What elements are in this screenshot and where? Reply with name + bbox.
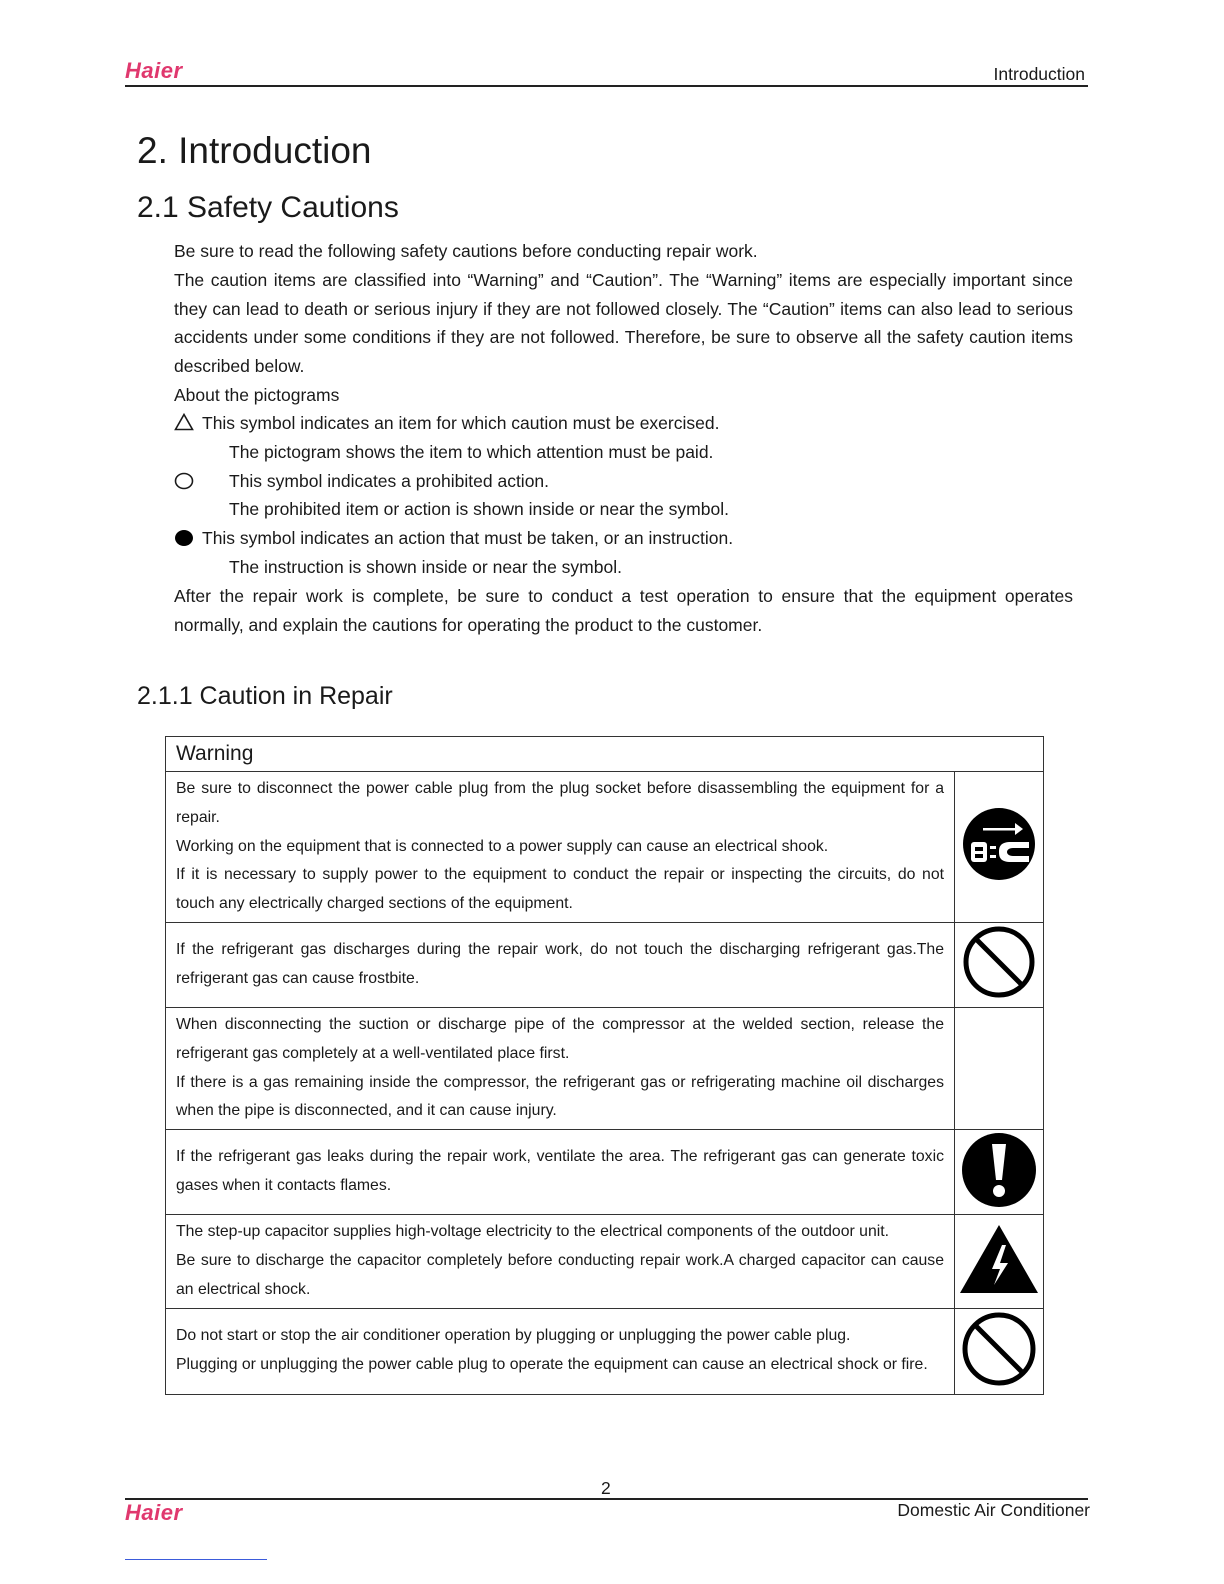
triangle-legend-text: This symbol indicates an item for which caution must be exercised.: [202, 413, 720, 433]
warning-row-icon-cell: [955, 1215, 1044, 1308]
warning-text: If it is necessary to supply power to the equipment to conduct the repair or inspecting the circuits, do not touch any electrically charged sections of the equipment.: [176, 866, 944, 913]
warning-text: If there is a gas remaining inside the compressor, the refrigerant gas or refrigerating machine oil discharges when the pipe is disconnected, and it can cause injury.: [176, 1073, 944, 1120]
page-title: 2. Introduction: [137, 130, 372, 171]
warning-row-icon-cell: [955, 1130, 1044, 1215]
warning-row-icon-cell: [955, 922, 1044, 1007]
circle-prohibited-icon: [174, 472, 194, 490]
circle-legend-sub: The prohibited item or action is shown inside or near the symbol.: [229, 499, 729, 519]
section-title: 2.1 Safety Cautions: [137, 191, 399, 224]
table-row: [166, 1215, 1044, 1308]
warning-text: Plugging or unplugging the power cable plug to operate the equipment can cause an electrical shock or fire.: [176, 1356, 928, 1374]
footer-product: Domestic Air Conditioner: [897, 1500, 1090, 1520]
warning-text: If the refrigerant gas discharges during the repair work, do not touch the discharging refrigerant gas.The refrigerant gas can cause frostbite.: [176, 941, 944, 987]
warning-table: [165, 736, 1044, 1395]
table-row: [166, 772, 1044, 923]
exclamation-icon: [961, 1132, 1037, 1208]
intro-paragraph: The caution items are classified into “Warning” and “Caution”. The “Warning” items are especially important since they can lead to death or serious injury if they are not followed closely. The “Caution” items can also lead to serious accidents under some conditions if they are not followed. Therefore, be sure to observe all the safety caution items described below.: [174, 270, 1073, 377]
header-rule: [125, 85, 1088, 87]
warning-text: Be sure to discharge the capacitor completely before conducting repair work.A charged capacitor can cause an electrical shock.: [176, 1251, 944, 1298]
warning-text: Be sure to disconnect the power cable plug from the plug socket before disassembling the equipment for a repair.: [176, 780, 944, 826]
table-row: [166, 1308, 1044, 1394]
closing-paragraph: After the repair work is complete, be sure to conduct a test operation to ensure that the equipment operates normally, and explain the cautions for operating the product to the customer.: [174, 586, 1073, 635]
prohibited-icon: [961, 1311, 1037, 1387]
warning-row-text: [166, 772, 955, 923]
page-number: 2: [601, 1478, 611, 1498]
warning-text: Do not start or stop the air conditioner operation by plugging or unplugging the power cable plug.: [176, 1327, 851, 1345]
table-row: [166, 1007, 1044, 1129]
warning-row-text: [166, 922, 955, 1007]
unplug-icon: [963, 806, 1035, 882]
warning-row-text: [166, 1215, 955, 1308]
dot-legend-sub: The instruction is shown inside or near the symbol.: [229, 557, 622, 577]
warning-text: Working on the equipment that is connected to a power supply can cause an electrical shook.: [176, 837, 829, 855]
triangle-caution-icon: [174, 413, 194, 431]
pictograms-heading: About the pictograms: [174, 385, 340, 405]
footer-logo: Haier: [125, 1500, 183, 1525]
warning-row-icon-cell: [955, 1308, 1044, 1394]
intro-line: Be sure to read the following safety cautions before conducting repair work.: [174, 241, 758, 261]
warning-table-title: Warning: [166, 737, 1044, 772]
warning-row-text: [166, 1308, 955, 1394]
table-row: [166, 922, 1044, 1007]
warning-row-text: [166, 1007, 955, 1129]
table-row: [166, 1130, 1044, 1215]
header-section-label: Introduction: [993, 64, 1085, 84]
prohibited-icon: [962, 925, 1036, 999]
header-logo: Haier: [125, 58, 183, 83]
warning-row-icon-cell: [955, 772, 1044, 923]
warning-row-text: [166, 1130, 955, 1215]
warning-text: The step-up capacitor supplies high-voltage electricity to the electrical components of the outdoor unit.: [176, 1223, 890, 1241]
filled-circle-instruction-icon: [174, 529, 194, 547]
high-voltage-icon: [958, 1223, 1040, 1295]
warning-text: When disconnecting the suction or discharge pipe of the compressor at the welded section, release the refrigerant gas completely at a well-ventilated place first.: [176, 1015, 944, 1062]
footer-link-rule: [125, 1559, 267, 1560]
subsection-title: 2.1.1 Caution in Repair: [137, 682, 393, 710]
warning-row-icon-cell-empty: [955, 1007, 1044, 1129]
warning-text: If the refrigerant gas leaks during the repair work, ventilate the area. The refrigerant gas can generate toxic gases when it contacts flames.: [176, 1148, 944, 1195]
dot-legend-text: This symbol indicates an action that must be taken, or an instruction.: [202, 528, 734, 548]
circle-legend-text: This symbol indicates a prohibited action.: [229, 471, 550, 491]
triangle-legend-sub: The pictogram shows the item to which attention must be paid.: [229, 442, 714, 462]
